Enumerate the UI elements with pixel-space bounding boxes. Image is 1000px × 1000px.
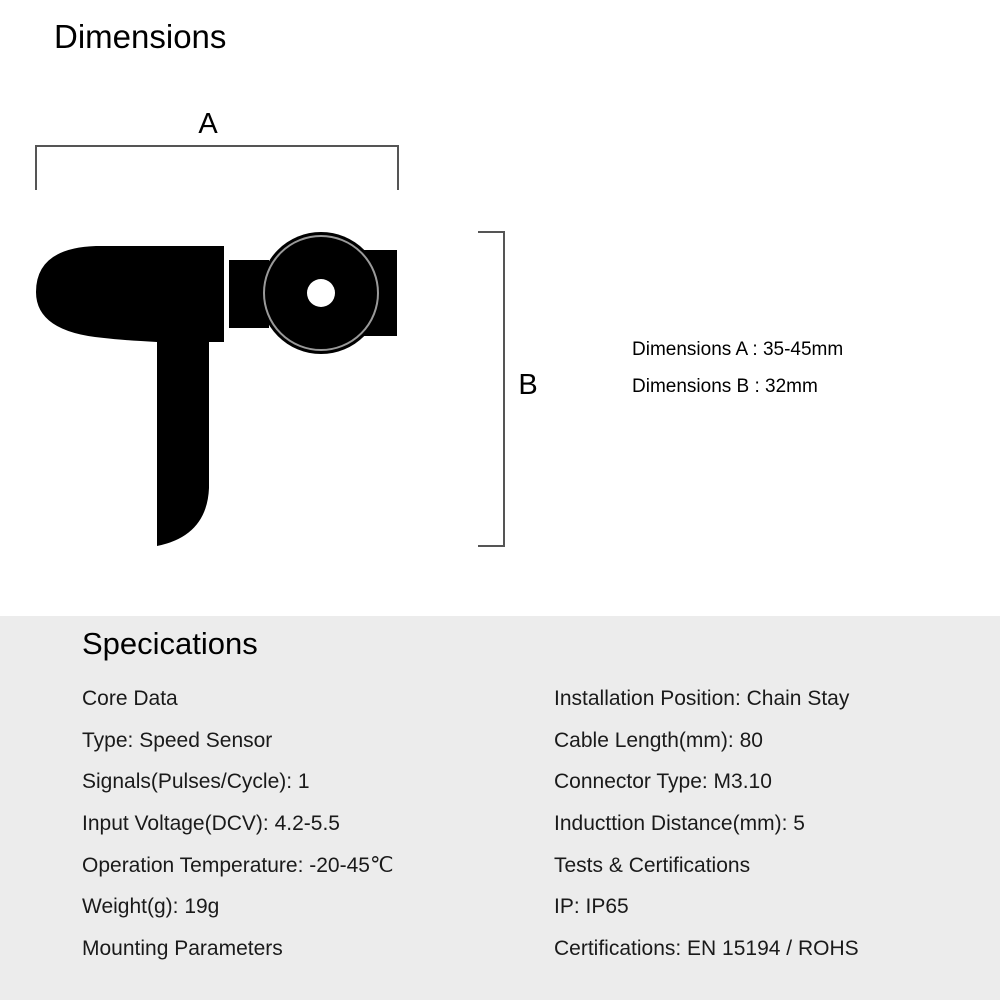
spec-ip: IP: IP65 xyxy=(554,895,629,919)
dimension-a-bracket xyxy=(36,146,398,190)
spec-signals: Signals(Pulses/Cycle): 1 xyxy=(82,770,310,794)
spec-certifications: Certifications: EN 15194 / ROHS xyxy=(554,937,859,961)
spec-installation-position: Installation Position: Chain Stay xyxy=(554,687,850,710)
dimension-b-label: B xyxy=(518,369,538,401)
spec-input-voltage: Input Voltage(DCV): 4.2-5.5 xyxy=(82,812,340,836)
spec-mounting-parameters: Mounting Parameters xyxy=(82,937,283,961)
specifications-panel xyxy=(0,616,1000,1000)
dimension-b-value: Dimensions B : 32mm xyxy=(632,376,818,397)
dimension-a-label: A xyxy=(198,108,218,140)
dimension-b-bracket xyxy=(478,232,504,546)
dimensions-title: Dimensions xyxy=(54,18,227,55)
spec-core-data: Core Data xyxy=(82,687,178,710)
speed-sensor-image xyxy=(36,232,397,546)
spec-type: Type: Speed Sensor xyxy=(82,728,273,752)
spec-cable-length: Cable Length(mm): 80 xyxy=(554,728,763,752)
spec-weight: Weight(g): 19g xyxy=(82,895,220,919)
dimension-a-value: Dimensions A : 35-45mm xyxy=(632,339,844,360)
spec-connector-type: Connector Type: M3.10 xyxy=(554,770,772,794)
dimension-values xyxy=(632,338,843,412)
spec-tests-certifications: Tests & Certifications xyxy=(554,853,751,877)
spec-operation-temperature: Operation Temperature: -20-45℃ xyxy=(82,853,394,877)
specifications-title: Specications xyxy=(82,626,258,661)
sensor-dimension-diagram xyxy=(0,0,620,600)
spec-induction-distance: Inducttion Distance(mm): 5 xyxy=(554,812,805,836)
specs-right-column xyxy=(554,686,859,978)
specs-left-column xyxy=(82,686,394,978)
